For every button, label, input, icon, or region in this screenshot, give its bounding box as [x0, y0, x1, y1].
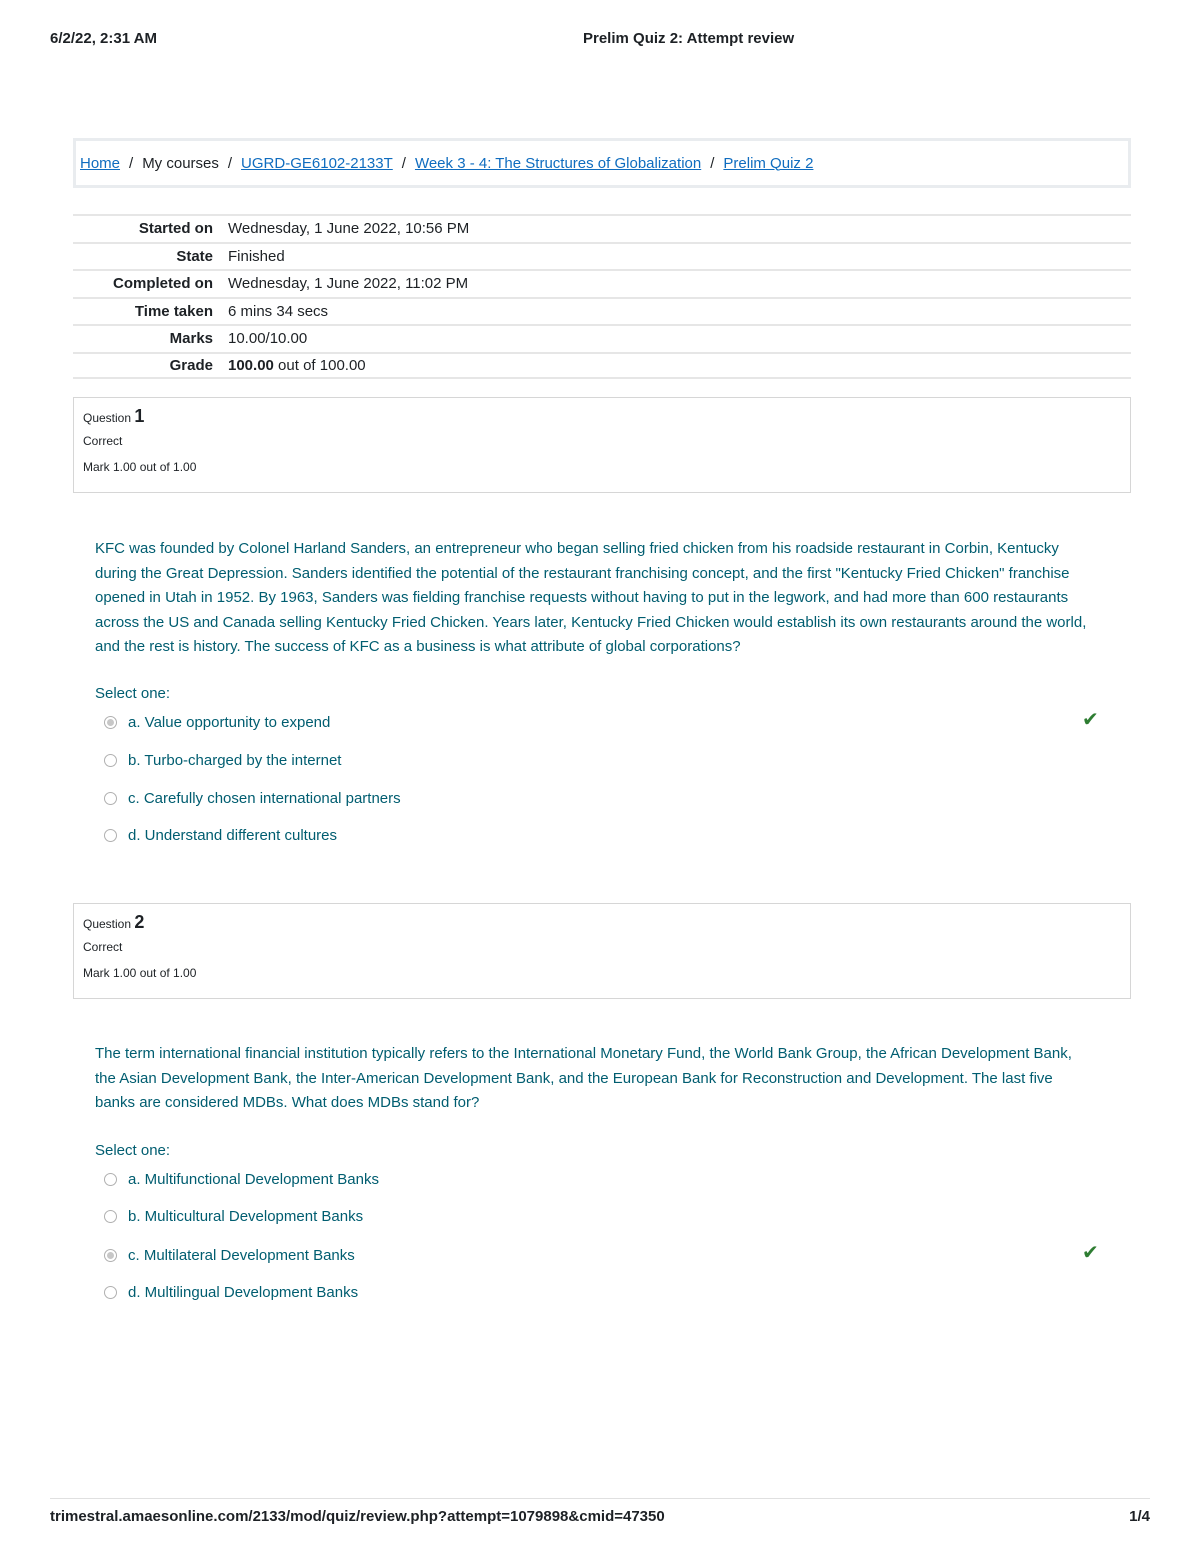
radio-button[interactable] [104, 792, 117, 805]
summary-row-completed [73, 269, 1131, 297]
print-url: trimestral.amaesonline.com/2133/mod/quiz/review.php?attempt=1079898&cmid=47350 [50, 1508, 665, 1525]
summary-value: Finished [228, 247, 285, 265]
summary-value: Wednesday, 1 June 2022, 11:02 PM [228, 275, 469, 293]
question-1-answer-c[interactable] [104, 788, 401, 808]
question-mark: Mark 1.00 out of 1.00 [83, 966, 197, 980]
question-2-info [73, 903, 1131, 999]
answer-label: c. Carefully chosen international partners [128, 789, 401, 807]
answer-label: a. Multifunctional Development Banks [128, 1170, 379, 1188]
question-number [83, 912, 1121, 934]
summary-label: Marks [169, 330, 213, 348]
radio-button[interactable] [104, 1286, 117, 1299]
summary-value: 6 mins 34 secs [228, 302, 329, 320]
breadcrumb-separator: / [227, 154, 233, 172]
summary-label: Grade [169, 356, 213, 374]
summary-label: Time taken [134, 302, 213, 320]
breadcrumb-separator: / [401, 154, 406, 172]
question-number-value: 2 [134, 912, 145, 932]
radio-button[interactable] [104, 1173, 117, 1186]
answer-label: b. Multicultural Development Banks [128, 1207, 364, 1225]
question-1-answer-d[interactable] [104, 825, 337, 845]
correct-check-icon: ✔ [1082, 1242, 1099, 1264]
summary-label: Completed on [113, 275, 213, 293]
summary-row-marks [73, 324, 1131, 352]
breadcrumb-separator: / [710, 154, 715, 172]
breadcrumb [73, 138, 1131, 188]
answer-label: d. Multilingual Development Banks [128, 1283, 359, 1301]
select-one-label: Select one: [95, 685, 171, 702]
question-1-text: KFC was founded by Colonel Harland Sanders, an entrepreneur who began selling fried chicken from his roadside restaurant in Corbin, Kentucky during the Great Depression. Sanders identified the potential of the restaurant franchising concept, and the first "Kentucky Fried Chicken" franchise opened in Utah in 1952. By 1963, Sanders was fielding franchise requests without having to put in the legwork, and had more than 600 restaurants across the US and Canada selling Kentucky Fried Chicken. Years later, Kentucky Fried Chicken would establish its own restaurants around the world, and the rest is history. The success of KFC as a business is what attribute of global corporations? [95, 540, 1087, 655]
print-page-number: 1/4 [1129, 1508, 1150, 1525]
question-2-answer-b[interactable] [104, 1206, 363, 1226]
radio-button[interactable] [104, 829, 117, 842]
print-page-title: Prelim Quiz 2: Attempt review [583, 30, 795, 47]
print-footer [50, 1498, 1150, 1525]
answer-label: d. Understand different cultures [128, 826, 338, 844]
question-2-text: The term international financial institution typically refers to the International Monetary Fund, the World Bank Group, the African Development Bank, the Asian Development Bank, the Inter-American Development Bank, and the European Bank for Reconstruction and Development. The last five banks are considered MDBs. What does MDBs stand for? [95, 1045, 1072, 1111]
question-2-answer-d[interactable] [104, 1282, 358, 1302]
summary-label: State [176, 247, 213, 265]
answer-label: a. Value opportunity to expend [128, 713, 331, 731]
attempt-summary-table [73, 214, 1131, 379]
breadcrumb-section-link[interactable]: Week 3 - 4: The Structures of Globalization [414, 154, 702, 172]
summary-value: 10.00/10.00 [228, 330, 308, 348]
question-state: Correct [83, 434, 123, 448]
question-2-answer-a[interactable] [104, 1169, 379, 1189]
radio-button-selected[interactable] [104, 716, 117, 729]
question-1-answer-a[interactable] [104, 712, 330, 732]
question-1-answer-b[interactable] [104, 750, 341, 770]
grade-out-of: out of 100.00 [273, 356, 366, 374]
question-number-value: 1 [134, 406, 145, 426]
question-number [83, 406, 1121, 428]
summary-row-state [73, 242, 1131, 270]
summary-label: Started on [138, 220, 213, 238]
question-2-answer-c[interactable] [104, 1245, 355, 1265]
answer-label: b. Turbo-charged by the internet [128, 751, 342, 769]
correct-check-icon: ✔ [1082, 709, 1099, 731]
summary-value [228, 357, 366, 374]
select-one-label: Select one: [95, 1142, 171, 1159]
question-label: Question [83, 917, 132, 931]
summary-row-grade [73, 352, 1131, 380]
summary-value: Wednesday, 1 June 2022, 10:56 PM [228, 220, 470, 238]
summary-row-started [73, 214, 1131, 242]
question-state: Correct [83, 940, 123, 954]
radio-button[interactable] [104, 754, 117, 767]
grade-score: 100.00 [228, 356, 274, 374]
print-header [50, 30, 1150, 50]
radio-button-selected[interactable] [104, 1249, 117, 1262]
breadcrumb-course-link[interactable]: UGRD-GE6102-2133T [241, 154, 393, 172]
question-1-info [73, 397, 1131, 493]
breadcrumb-quiz-link[interactable]: Prelim Quiz 2 [723, 154, 814, 172]
answer-label: c. Multilateral Development Banks [128, 1246, 355, 1264]
question-mark: Mark 1.00 out of 1.00 [83, 460, 197, 474]
breadcrumb-separator: / [129, 154, 134, 172]
radio-button[interactable] [104, 1210, 117, 1223]
print-datetime: 6/2/22, 2:31 AM [50, 30, 157, 47]
summary-row-time-taken [73, 297, 1131, 325]
breadcrumb-my-courses: My courses [142, 154, 219, 172]
breadcrumb-home-link[interactable]: Home [80, 154, 121, 172]
question-label: Question [83, 411, 132, 425]
